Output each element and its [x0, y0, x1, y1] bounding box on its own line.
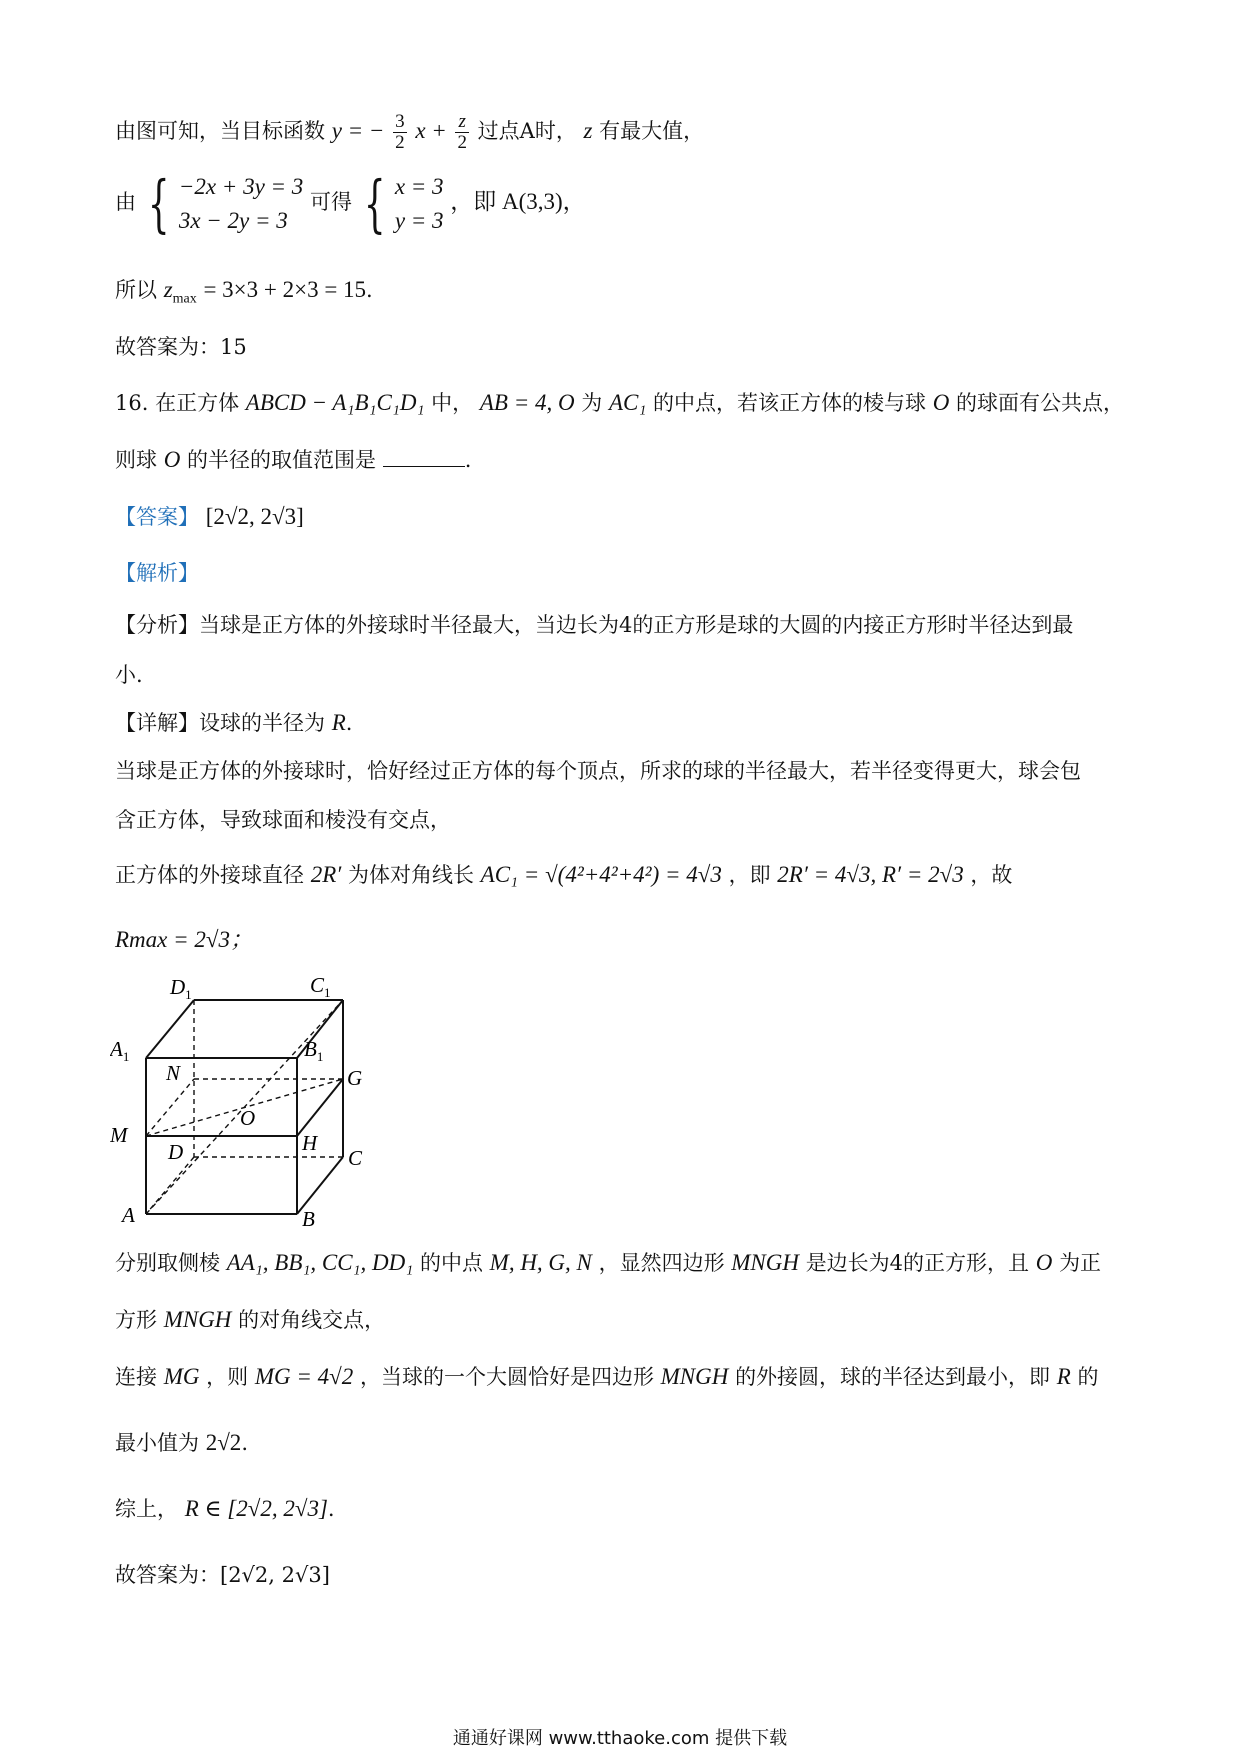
math: R [331, 710, 346, 735]
math: ABCD − A₁B₁C₁D₁ [245, 390, 425, 415]
para-line-4 [115, 925, 253, 955]
para-line-3 [115, 860, 1012, 890]
text: 故答案为：15 [115, 335, 247, 359]
text: ，则 [206, 1365, 249, 1389]
para-line-2 [115, 805, 451, 835]
math: R [1056, 1364, 1071, 1389]
text: 的 [1077, 1365, 1099, 1389]
text: 的球面有公共点， [956, 391, 1125, 415]
math: AA₁, BB₁, CC₁, DD₁ [226, 1250, 414, 1275]
question-16-line-1 [115, 388, 1124, 418]
question-16-line-2: 则球 O 的半径的取值范围是 . [115, 447, 472, 472]
text: 中， [431, 391, 474, 415]
brace: { [363, 166, 386, 240]
math: x + [415, 118, 447, 143]
text: 由图可知，当目标函数 [115, 119, 325, 143]
label-G: G [347, 1066, 363, 1090]
text: ，当球的一个大圆恰好是四边形 [359, 1365, 654, 1389]
equation-system-2: x = 3 y = 3 [394, 173, 444, 233]
para-line-1 [115, 756, 1081, 786]
label-M: M [110, 1123, 128, 1147]
math: MG [163, 1364, 200, 1389]
label-D1: $D_1$ [170, 975, 192, 1002]
math: MNGH [731, 1250, 799, 1275]
math: O [932, 390, 950, 415]
text: 所以 [115, 278, 157, 302]
text: 的半径的取值范围是 [187, 448, 376, 472]
text: 【分析】当球是正方体的外接球时半径最大，当边长为4的正方形是球的大圆的内接正方形时半径达到最 [115, 613, 1074, 637]
footer: 通通好课网 www.tthaoke.com 提供下载 [452, 1728, 788, 1749]
text: 过点A时， [477, 119, 577, 143]
label-B1: $B_1$ [304, 1037, 324, 1064]
analysis-tag-line [115, 558, 199, 588]
label-B: B [302, 1207, 315, 1231]
text: 的中点 [419, 1251, 483, 1275]
label-D: D [168, 1140, 184, 1164]
brace: { [147, 166, 170, 240]
text: 则球 [115, 448, 157, 472]
fraction: $\frac{z}{2}$ [457, 111, 467, 153]
text-line-1 [115, 112, 704, 153]
text-line-3: 所以 $z_{max} = 3\times 3 + 2\times 3 = 15$. [115, 277, 373, 307]
math: M, H, G, N [489, 1250, 592, 1275]
text: 正方体的外接球直径 [115, 863, 304, 887]
answer-tag: 【答案】 [115, 505, 199, 529]
label-C: C [348, 1146, 363, 1170]
text: 含正方体，导致球面和棱没有交点， [115, 808, 451, 832]
text: 在正方体 [155, 391, 240, 415]
text: 为正 [1059, 1251, 1102, 1275]
label-A: A [122, 1203, 135, 1227]
answer-blank [383, 446, 465, 467]
fraction: $\frac{3}{2}$ [395, 111, 405, 153]
cube-figure [110, 972, 370, 1232]
para-line-9: 综上， R ∈ [2√2, 2√3]. [115, 1496, 335, 1521]
para-line-10 [115, 1560, 330, 1590]
math: 2R′ [310, 862, 342, 887]
text: 有最大值， [599, 119, 705, 143]
text: 综上， [115, 1497, 178, 1521]
text: 小. [115, 663, 143, 687]
math: R ∈ [2√2, 2√3] [184, 1496, 328, 1521]
question-number: 16. [115, 391, 149, 415]
math: O [163, 447, 181, 472]
text: 的外接圆，球的半径达到最小，即 [735, 1365, 1051, 1389]
math: 2√2 [205, 1430, 242, 1455]
math: AC₁ [608, 390, 647, 415]
text: 最小值为 [115, 1431, 199, 1455]
label-O: O [240, 1106, 256, 1130]
text: 分别取侧棱 [115, 1251, 220, 1275]
label-N: N [166, 1061, 181, 1085]
text: 方形 [115, 1308, 157, 1332]
label-C1: $C_1$ [310, 973, 331, 1000]
math: O [1035, 1250, 1053, 1275]
text: 的对角线交点， [238, 1308, 386, 1332]
fenxi-line-1 [115, 610, 1073, 640]
answer-value: [2√2, 2√3] [205, 504, 304, 529]
text: 是边长为4的正方形，且 [805, 1251, 1030, 1275]
text: ，即 [728, 863, 771, 887]
math: MNGH [163, 1307, 232, 1332]
text: 由 [115, 190, 136, 214]
xiangjie-line: 【详解】设球的半径为 R. [115, 710, 353, 735]
para-line-5 [115, 1248, 1101, 1278]
math: Rmax = 2√3； [115, 927, 254, 952]
label-A1: $A_1$ [110, 1037, 130, 1064]
math: MG = 4√2 [254, 1364, 354, 1389]
math: 2R′ = 4√3, R′ = 2√3 [777, 862, 964, 887]
equation-system-1: −2x + 3y = 3 3x − 2y = 3 [178, 173, 304, 233]
text: ，故 [970, 863, 1013, 887]
para-line-7 [115, 1362, 1099, 1392]
text: 故答案为：[2√2, 2√3] [115, 1563, 330, 1587]
math: z [583, 118, 593, 143]
text: 为 [581, 391, 603, 415]
text: 为体对角线长 [347, 863, 474, 887]
text: 【详解】设球的半径为 [115, 711, 325, 735]
text: 当球是正方体的外接球时，恰好经过正方体的每个顶点，所求的球的半径最大，若半径变得更大，球会包 [115, 759, 1081, 783]
analysis-tag: 【解析】 [115, 561, 199, 585]
label-H: H [302, 1131, 318, 1155]
para-line-8: 最小值为 2√2. [115, 1430, 248, 1455]
fenxi-line-2 [115, 660, 143, 690]
math: AC₁ = √(4²+4²+4²) = 4√3 [480, 862, 722, 887]
text: ，显然四边形 [598, 1251, 725, 1275]
math: y = − [331, 118, 385, 143]
text: 的中点，若该正方体的棱与球 [653, 391, 927, 415]
answer-line [115, 502, 304, 532]
math: = 3×3 + 2×3 = 15 [203, 277, 367, 302]
text: 可得 [310, 190, 352, 214]
z-max: $z_{max}$ [163, 277, 197, 307]
math: MNGH [660, 1364, 729, 1389]
text-line-4 [115, 332, 247, 362]
text: ，即 A(3,3)， [450, 189, 586, 214]
text: 连接 [115, 1365, 157, 1389]
para-line-6 [115, 1305, 385, 1335]
text-line-2 [115, 168, 586, 238]
math: AB = 4, O [479, 390, 575, 415]
